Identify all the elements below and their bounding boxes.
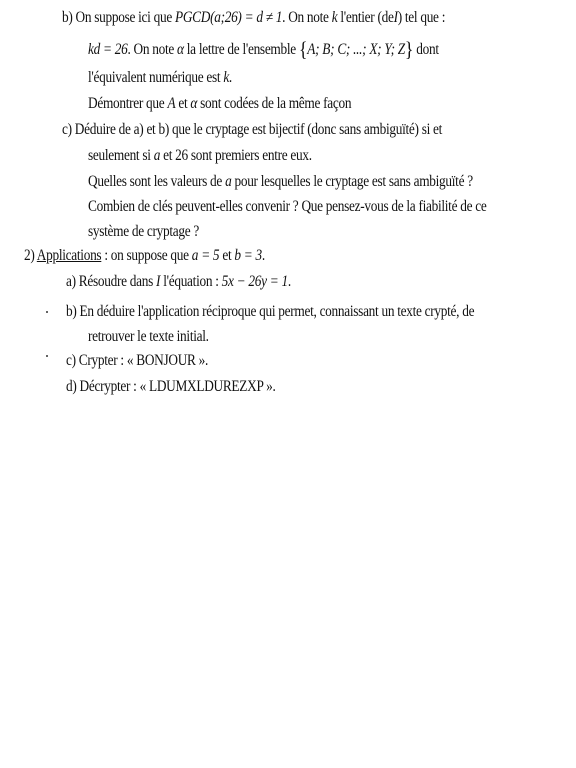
text-fragment: Quelles sont les valeurs de xyxy=(88,173,223,190)
text-fragment: . On note xyxy=(127,41,174,58)
item-c-line-4 xyxy=(88,197,486,217)
math-k: k xyxy=(331,9,338,26)
text-fragment: pour lesquelles le cryptage est sans ambiguïté ? xyxy=(234,173,473,190)
text-fragment: et xyxy=(222,247,232,264)
math-I: I xyxy=(393,9,398,26)
text-fragment: Déduire de a) et b) que le cryptage est bijectif (donc sans ambiguïté) si et xyxy=(74,121,443,138)
text-fragment: seulement si xyxy=(88,147,151,164)
text-fragment: et 26 sont premiers entre eux. xyxy=(163,147,312,164)
math-alpha: α xyxy=(190,95,198,112)
math-A: A xyxy=(167,95,176,112)
text-fragment: dont xyxy=(416,41,439,58)
text-fragment: et xyxy=(178,95,188,112)
item-marker: b) xyxy=(62,9,73,26)
text-fragment: Crypter : « BONJOUR ». xyxy=(78,352,209,369)
text-fragment: . xyxy=(287,273,291,290)
item-c-line-2 xyxy=(88,146,312,166)
item-b-line-1 xyxy=(62,8,445,28)
text-fragment: système de cryptage ? xyxy=(88,223,200,240)
text-fragment: retrouver le texte initial. xyxy=(88,328,209,345)
section-title: Applications xyxy=(36,247,102,264)
math-pgcd: PGCD(a;26) = d ≠ 1 xyxy=(174,9,283,26)
text-fragment: Démontrer que xyxy=(88,95,165,112)
math-b-value: b = 3 xyxy=(234,247,262,264)
section-2-heading xyxy=(24,246,265,266)
text-fragment: sont codées de la même façon xyxy=(200,95,352,112)
application-d xyxy=(66,377,275,397)
text-fragment: Décrypter : « LDUMXLDUREZXP ». xyxy=(79,378,276,395)
brace-open: { xyxy=(298,37,308,61)
item-c-line-1 xyxy=(62,120,442,140)
text-fragment: l'équivalent numérique est xyxy=(88,69,221,86)
item-marker: c) xyxy=(62,121,72,138)
section-number: 2) xyxy=(24,247,35,264)
text-fragment: . On note xyxy=(282,9,329,26)
math-alpha: α xyxy=(177,41,184,58)
math-a: a xyxy=(225,173,232,190)
text-fragment: ) tel que : xyxy=(397,9,446,26)
item-b-line-2 xyxy=(88,39,439,60)
text-fragment: l'entier (de xyxy=(340,9,394,26)
text-fragment: la lettre de l'ensemble xyxy=(186,41,296,58)
scan-speck xyxy=(46,311,48,313)
math-set: A; B; C; ...; X; Y; Z xyxy=(307,41,405,58)
item-marker: c) xyxy=(66,352,76,369)
application-a xyxy=(66,272,291,292)
text-fragment: Combien de clés peuvent-elles convenir ? Que pensez-vous de la fiabilité de ce xyxy=(88,198,487,215)
item-marker: a) xyxy=(66,273,76,290)
math-k: k xyxy=(223,69,229,86)
scan-speck xyxy=(46,355,48,357)
text-fragment: . xyxy=(228,69,232,86)
text-fragment: En déduire l'application réciproque qui permet, connaissant un texte crypté, de xyxy=(79,303,475,320)
text-fragment: On suppose ici que xyxy=(75,9,172,26)
math-kd: kd = 26 xyxy=(88,41,128,58)
item-b-line-3 xyxy=(88,68,232,88)
brace-close: } xyxy=(404,37,414,61)
text-fragment: l'équation : xyxy=(163,273,219,290)
item-b-line-4 xyxy=(88,94,351,114)
item-marker: b) xyxy=(66,303,77,320)
text-fragment: Résoudre dans xyxy=(78,273,153,290)
item-c-line-5 xyxy=(88,222,199,242)
math-I: I xyxy=(156,273,161,290)
text-fragment: : on suppose que xyxy=(104,247,189,264)
math-equation: 5x − 26y = 1 xyxy=(221,273,288,290)
item-c-line-3 xyxy=(88,172,473,192)
application-b-line-2 xyxy=(88,327,209,347)
math-a: a xyxy=(153,147,161,164)
application-c xyxy=(66,351,208,371)
text-fragment: . xyxy=(261,247,265,264)
application-b-line-1 xyxy=(66,302,474,322)
math-a-value: a = 5 xyxy=(191,247,220,264)
item-marker: d) xyxy=(66,378,77,395)
